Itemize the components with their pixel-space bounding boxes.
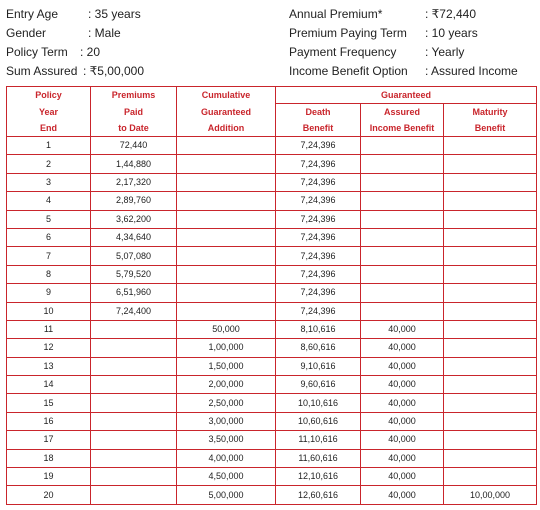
cumulative-addition-cell [177, 247, 276, 265]
table-row [7, 376, 537, 394]
table-row [7, 284, 537, 302]
maturity-benefit-cell [444, 431, 537, 449]
cumulative-addition-cell: 3,00,000 [177, 412, 276, 430]
maturity-benefit-cell: 10,00,000 [444, 486, 537, 504]
maturity-benefit-cell [444, 449, 537, 467]
header-cumulative-line3: Addition [177, 120, 276, 137]
premiums-paid-cell: 1,44,880 [91, 155, 177, 173]
death-benefit-cell: 7,24,396 [276, 265, 361, 283]
death-benefit-cell: 11,10,616 [276, 431, 361, 449]
policy-year-cell: 16 [7, 412, 91, 430]
assured-income-cell [361, 302, 444, 320]
death-benefit-cell: 7,24,396 [276, 192, 361, 210]
table-row [7, 449, 537, 467]
table-row [7, 357, 537, 375]
income-benefit-option-label: Income Benefit Option [289, 64, 408, 78]
death-benefit-cell: 9,10,616 [276, 357, 361, 375]
assured-income-cell: 40,000 [361, 376, 444, 394]
gender-value: : Male [88, 26, 121, 40]
cumulative-addition-cell [177, 173, 276, 191]
policy-year-cell: 1 [7, 137, 91, 155]
gender-label: Gender [6, 26, 47, 40]
cumulative-addition-cell: 2,50,000 [177, 394, 276, 412]
table-row [7, 192, 537, 210]
maturity-benefit-cell [444, 210, 537, 228]
death-benefit-cell: 8,10,616 [276, 320, 361, 338]
cumulative-addition-cell: 4,50,000 [177, 468, 276, 486]
premiums-paid-cell: 3,62,200 [91, 210, 177, 228]
premium-paying-term-value: : 10 years [425, 26, 478, 40]
cumulative-addition-cell [177, 228, 276, 246]
maturity-benefit-cell [444, 265, 537, 283]
table-row [7, 173, 537, 191]
premiums-paid-cell: 6,51,960 [91, 284, 177, 302]
maturity-benefit-cell [444, 468, 537, 486]
cumulative-addition-cell [177, 137, 276, 155]
table-row [7, 431, 537, 449]
assured-income-cell [361, 265, 444, 283]
header-policy-year-line1: Policy [7, 87, 91, 104]
cumulative-addition-cell: 50,000 [177, 320, 276, 338]
policy-year-cell: 2 [7, 155, 91, 173]
header-cumulative-line1: Cumulative [177, 87, 276, 104]
policy-year-cell: 12 [7, 339, 91, 357]
death-benefit-cell: 7,24,396 [276, 228, 361, 246]
death-benefit-cell: 11,60,616 [276, 449, 361, 467]
assured-income-cell: 40,000 [361, 449, 444, 467]
table-row [7, 155, 537, 173]
premiums-paid-cell [91, 394, 177, 412]
header-premiums-line2: Paid [91, 104, 177, 121]
assured-income-cell [361, 155, 444, 173]
header-premiums-line1: Premiums [91, 87, 177, 104]
header-cumulative-line2: Guaranteed [177, 104, 276, 121]
assured-income-cell [361, 284, 444, 302]
premiums-paid-cell: 7,24,400 [91, 302, 177, 320]
header-maturity-line1: Maturity [444, 104, 537, 121]
death-benefit-cell: 9,60,616 [276, 376, 361, 394]
premiums-paid-cell [91, 320, 177, 338]
policy-term-label: Policy Term [6, 45, 68, 59]
death-benefit-cell: 12,60,616 [276, 486, 361, 504]
assured-income-cell [361, 247, 444, 265]
premiums-paid-cell: 2,17,320 [91, 173, 177, 191]
assured-income-cell: 40,000 [361, 486, 444, 504]
maturity-benefit-cell [444, 173, 537, 191]
header-death-line2: Benefit [276, 120, 361, 137]
premiums-paid-cell: 5,07,080 [91, 247, 177, 265]
premiums-paid-cell [91, 449, 177, 467]
maturity-benefit-cell [444, 247, 537, 265]
death-benefit-cell: 7,24,396 [276, 247, 361, 265]
header-policy-year-line2: Year [7, 104, 91, 121]
cumulative-addition-cell: 2,00,000 [177, 376, 276, 394]
sum-assured-value: : ₹5,00,000 [83, 64, 145, 78]
table-row [7, 247, 537, 265]
table-row [7, 320, 537, 338]
maturity-benefit-cell [444, 320, 537, 338]
death-benefit-cell: 7,24,396 [276, 302, 361, 320]
cumulative-addition-cell [177, 302, 276, 320]
policy-term-value: : 20 [80, 45, 101, 59]
death-benefit-cell: 8,60,616 [276, 339, 361, 357]
assured-income-cell [361, 192, 444, 210]
maturity-benefit-cell [444, 339, 537, 357]
assured-income-cell [361, 173, 444, 191]
death-benefit-cell: 7,24,396 [276, 137, 361, 155]
entry-age-label: Entry Age [6, 7, 59, 21]
header-policy-year-line3: End [7, 120, 91, 137]
maturity-benefit-cell [444, 192, 537, 210]
premiums-paid-cell [91, 376, 177, 394]
death-benefit-cell: 7,24,396 [276, 210, 361, 228]
cumulative-addition-cell [177, 155, 276, 173]
assured-income-cell [361, 137, 444, 155]
cumulative-addition-cell: 4,00,000 [177, 449, 276, 467]
premiums-paid-cell [91, 468, 177, 486]
policy-year-cell: 13 [7, 357, 91, 375]
annual-premium-value: : ₹72,440 [425, 7, 477, 21]
assured-income-cell: 40,000 [361, 339, 444, 357]
assured-income-cell: 40,000 [361, 412, 444, 430]
policy-year-cell: 8 [7, 265, 91, 283]
policy-year-cell: 20 [7, 486, 91, 504]
cumulative-addition-cell [177, 210, 276, 228]
premium-paying-term-label: Premium Paying Term [289, 26, 407, 40]
premiums-paid-cell [91, 339, 177, 357]
policy-year-cell: 17 [7, 431, 91, 449]
table-body [7, 137, 537, 505]
assured-income-cell: 40,000 [361, 320, 444, 338]
payment-frequency-value: : Yearly [425, 45, 465, 59]
policy-year-cell: 11 [7, 320, 91, 338]
death-benefit-cell: 7,24,396 [276, 284, 361, 302]
benefit-illustration-table [6, 86, 537, 505]
cumulative-addition-cell: 1,00,000 [177, 339, 276, 357]
assured-income-cell: 40,000 [361, 357, 444, 375]
assured-income-cell: 40,000 [361, 431, 444, 449]
maturity-benefit-cell [444, 228, 537, 246]
table-row [7, 394, 537, 412]
policy-year-cell: 15 [7, 394, 91, 412]
maturity-benefit-cell [444, 155, 537, 173]
maturity-benefit-cell [444, 357, 537, 375]
assured-income-cell [361, 228, 444, 246]
death-benefit-cell: 12,10,616 [276, 468, 361, 486]
header-maturity-line2: Benefit [444, 120, 537, 137]
maturity-benefit-cell [444, 394, 537, 412]
table-row [7, 412, 537, 430]
policy-year-cell: 14 [7, 376, 91, 394]
cumulative-addition-cell: 5,00,000 [177, 486, 276, 504]
premiums-paid-cell: 5,79,520 [91, 265, 177, 283]
policy-year-cell: 10 [7, 302, 91, 320]
policy-year-cell: 4 [7, 192, 91, 210]
premiums-paid-cell: 72,440 [91, 137, 177, 155]
premiums-paid-cell [91, 357, 177, 375]
maturity-benefit-cell [444, 376, 537, 394]
header-premiums-line3: to Date [91, 120, 177, 137]
entry-age-value: : 35 years [88, 7, 141, 21]
table-row [7, 265, 537, 283]
death-benefit-cell: 7,24,396 [276, 173, 361, 191]
payment-frequency-label: Payment Frequency [289, 45, 397, 59]
header-assured-line2: Income Benefit [361, 120, 444, 137]
policy-year-cell: 5 [7, 210, 91, 228]
policy-year-cell: 19 [7, 468, 91, 486]
death-benefit-cell: 7,24,396 [276, 155, 361, 173]
death-benefit-cell: 10,10,616 [276, 394, 361, 412]
premiums-paid-cell: 2,89,760 [91, 192, 177, 210]
premiums-paid-cell [91, 486, 177, 504]
table-row [7, 302, 537, 320]
sum-assured-label: Sum Assured [6, 64, 78, 78]
policy-year-cell: 3 [7, 173, 91, 191]
cumulative-addition-cell: 3,50,000 [177, 431, 276, 449]
cumulative-addition-cell [177, 192, 276, 210]
header-guaranteed-group: Guaranteed [276, 87, 537, 104]
assured-income-cell [361, 210, 444, 228]
premiums-paid-cell [91, 412, 177, 430]
table-row [7, 137, 537, 155]
table-row [7, 228, 537, 246]
policy-year-cell: 6 [7, 228, 91, 246]
table-row [7, 468, 537, 486]
assured-income-cell: 40,000 [361, 468, 444, 486]
table-row [7, 210, 537, 228]
premiums-paid-cell [91, 431, 177, 449]
death-benefit-cell: 10,60,616 [276, 412, 361, 430]
maturity-benefit-cell [444, 137, 537, 155]
policy-year-cell: 18 [7, 449, 91, 467]
annual-premium-label: Annual Premium* [289, 7, 383, 21]
policy-year-cell: 9 [7, 284, 91, 302]
cumulative-addition-cell [177, 284, 276, 302]
cumulative-addition-cell: 1,50,000 [177, 357, 276, 375]
premiums-paid-cell: 4,34,640 [91, 228, 177, 246]
cumulative-addition-cell [177, 265, 276, 283]
table-row [7, 339, 537, 357]
income-benefit-option-value: : Assured Income [425, 64, 518, 78]
policy-summary [0, 0, 540, 86]
header-death-line1: Death [276, 104, 361, 121]
header-assured-line1: Assured [361, 104, 444, 121]
maturity-benefit-cell [444, 412, 537, 430]
maturity-benefit-cell [444, 302, 537, 320]
table-row [7, 486, 537, 504]
assured-income-cell: 40,000 [361, 394, 444, 412]
policy-year-cell: 7 [7, 247, 91, 265]
maturity-benefit-cell [444, 284, 537, 302]
table-header [7, 87, 537, 137]
